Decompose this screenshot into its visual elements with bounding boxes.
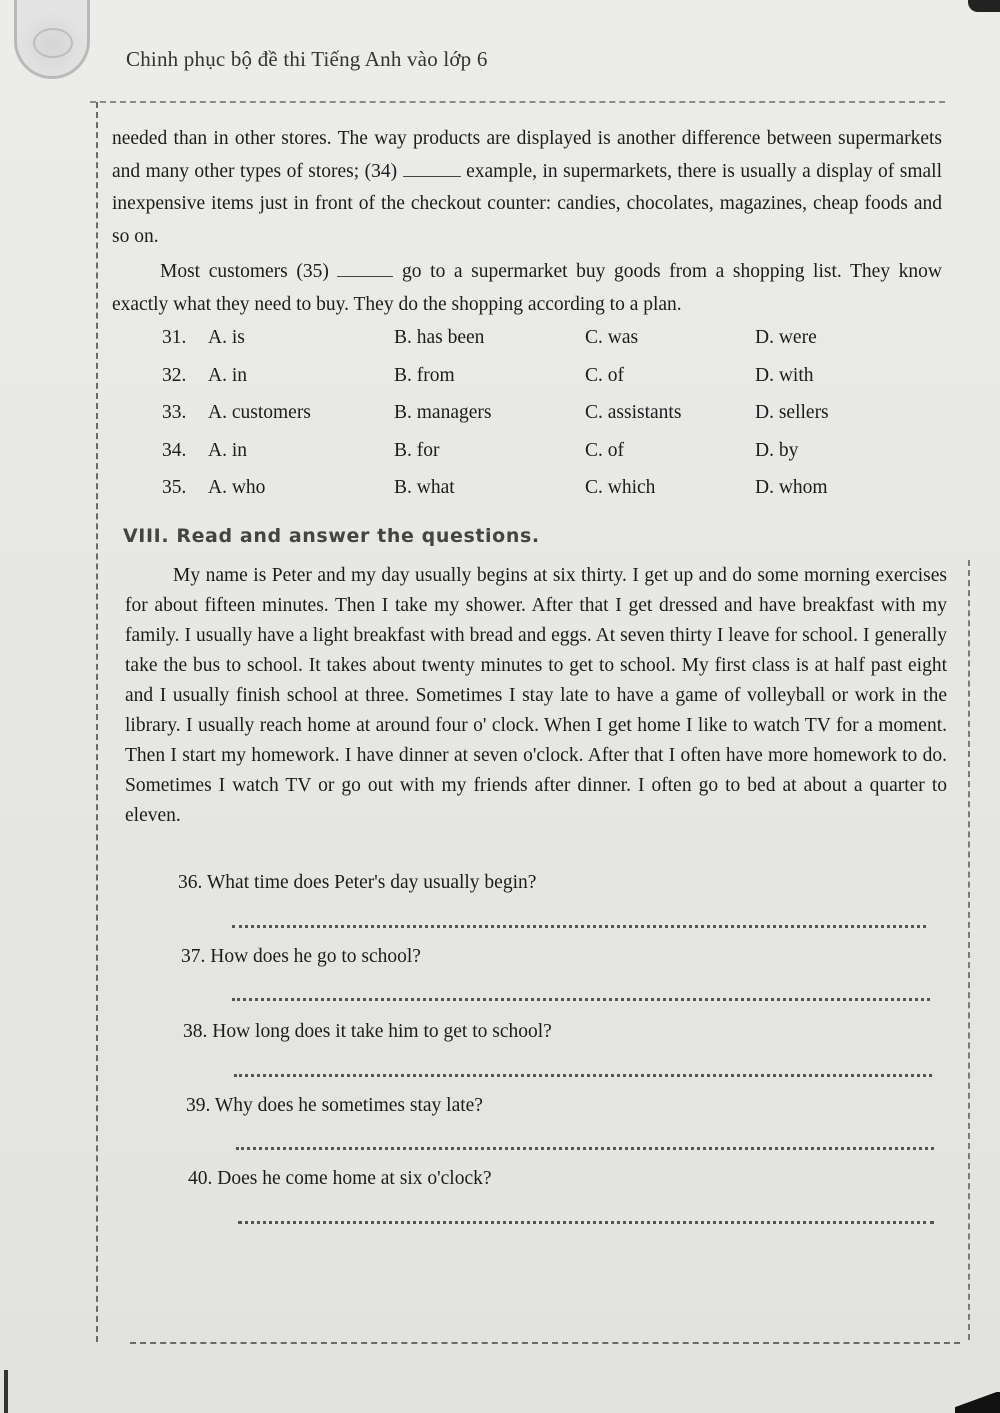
answer-blank-34 [403, 161, 461, 177]
question-number: 34. [162, 439, 187, 461]
question-37: 37. How does he go to school? [181, 946, 421, 967]
frame-top-border [90, 101, 945, 103]
scan-edge-shadow [4, 1370, 8, 1413]
answer-line-37[interactable] [232, 998, 930, 1001]
book-logo-icon [14, 0, 90, 79]
question-number: 35. [162, 477, 187, 498]
option-a: A. customers [208, 402, 311, 423]
option-a: A. in [208, 364, 247, 386]
page-header-title: Chinh phục bộ đề thi Tiếng Anh vào lớp 6 [126, 47, 488, 71]
option-d: D. by [755, 439, 799, 461]
option-c: C. of [585, 439, 624, 461]
option-a: A. who [208, 477, 266, 498]
option-b: B. from [394, 364, 455, 386]
option-d: D. with [755, 364, 814, 386]
option-d: D. whom [755, 477, 828, 498]
option-d: D. were [755, 327, 817, 348]
scan-edge-shadow [968, 0, 1000, 12]
passage-paragraph-1 [112, 123, 942, 253]
passage-text: go to a supermarket buy goods from a shopping list. They know exactly what they need to buy. They do the shopping according to a plan. [112, 261, 942, 315]
option-row-35 [162, 473, 922, 511]
passage-paragraph-2 [112, 256, 942, 321]
option-c: C. which [585, 477, 656, 498]
answer-line-39[interactable] [236, 1147, 934, 1150]
option-d: D. sellers [755, 402, 829, 423]
reading-passage: My name is Peter and my day usually begins at six thirty. I get up and do some morning exercises for about fifteen minutes. Then I take my shower. After that I get dressed and have breakfast with my family. I usually have a light breakfast with bread and eggs. At seven thirty I leave for school. I generally take the bus to school. It takes about twenty minutes to get to school. My first class is at half past eight and I usually finish school at three. Sometimes I stay late to have a game of volleyball or work in the library. I usually reach home at around four o' clock. When I get home I like to watch TV for a moment. Then I start my homework. I have dinner at seven o'clock. After that I often have more homework to do. Sometimes I watch TV or go out with my friends after dinner. I often go to bed at about a quarter to eleven. [125, 565, 947, 826]
answer-line-36[interactable] [232, 925, 926, 928]
option-b: B. managers [394, 402, 492, 423]
answer-blank-35 [337, 261, 393, 277]
question-number: 32. [162, 364, 187, 386]
question-39: 39. Why does he sometimes stay late? [186, 1095, 483, 1116]
option-c: C. assistants [585, 402, 682, 423]
option-row-32 [162, 361, 922, 399]
scan-edge-shadow [955, 1392, 1000, 1413]
logo-emblem [33, 28, 73, 58]
question-40: 40. Does he come home at six o'clock? [188, 1168, 492, 1189]
option-a: A. in [208, 439, 247, 461]
question-36: 36. What time does Peter's day usually begin? [178, 872, 537, 893]
option-c: C. was [585, 327, 639, 348]
multiple-choice-options [162, 323, 922, 511]
answer-line-38[interactable] [234, 1074, 932, 1077]
passage-text: needed than in other stores. The way products are displayed is another difference between supermarkets and many other types of stores; (34) [112, 128, 942, 182]
option-row-33 [162, 398, 922, 436]
option-b: B. for [394, 439, 440, 461]
option-row-34 [162, 436, 922, 474]
answer-line-40[interactable] [238, 1221, 934, 1224]
passage-text: example, in supermarkets, there is usually a display of small inexpensive items just in front of the checkout counter: candies, chocolates, magazines, cheap foods and so on. [112, 160, 942, 247]
frame-left-border [96, 102, 98, 1342]
option-b: B. what [394, 477, 455, 498]
passage-text: Most customers (35) [160, 261, 338, 282]
frame-bottom-border [130, 1342, 960, 1344]
frame-right-border [968, 560, 970, 1340]
question-number: 31. [162, 327, 187, 348]
question-38: 38. How long does it take him to get to school? [183, 1021, 552, 1042]
option-row-31 [162, 323, 922, 361]
question-number: 33. [162, 402, 187, 423]
option-b: B. has been [394, 327, 485, 348]
section-heading: VIII. Read and answer the questions. [123, 525, 540, 547]
option-c: C. of [585, 364, 624, 386]
option-a: A. is [208, 327, 245, 348]
